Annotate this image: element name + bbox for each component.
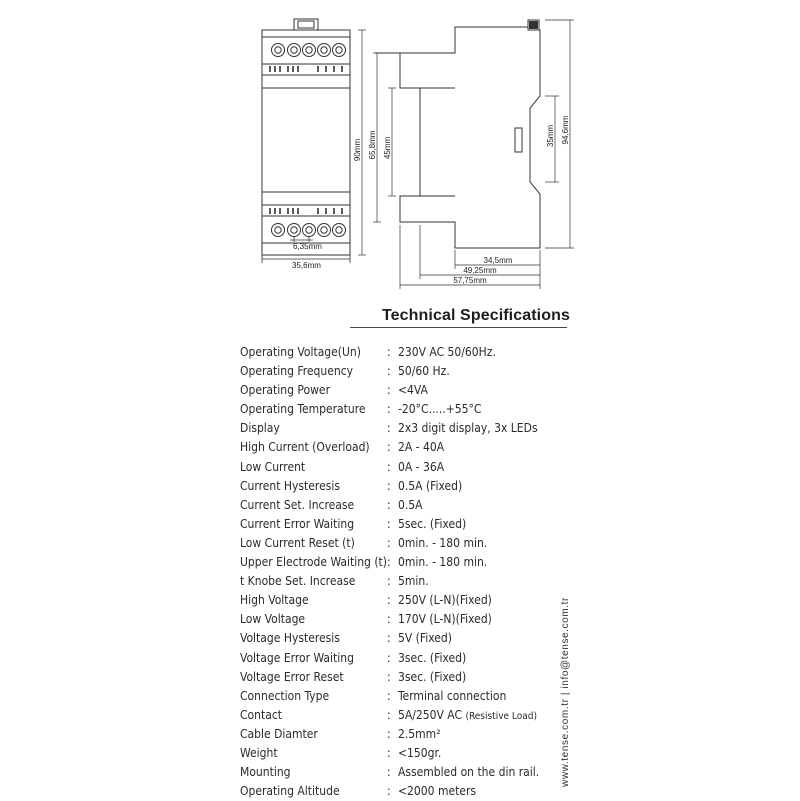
- spec-value-text: 0A - 36A: [398, 459, 445, 474]
- spec-separator: :: [387, 650, 391, 665]
- dim-height-65-8: 65,8mm: [368, 130, 377, 160]
- spec-value-text: 0.5A: [398, 497, 423, 512]
- spec-value: [398, 668, 466, 687]
- spec-label: Current Hysteresis: [240, 478, 341, 493]
- dim-depth-34-5: 34,5mm: [483, 256, 513, 265]
- spec-value-text: 2.5mm²: [398, 726, 441, 741]
- spec-value: [398, 629, 452, 648]
- spec-label: t Knobe Set. Increase: [240, 574, 356, 589]
- spec-value-text: 5V (Fixed): [398, 631, 452, 646]
- spec-label: Operating Temperature: [240, 402, 366, 417]
- spec-label: Contact: [240, 707, 282, 722]
- spec-value-text: -20°C.....+55°C: [398, 402, 482, 417]
- spec-separator: :: [387, 631, 391, 646]
- spec-value: [398, 400, 481, 419]
- spec-separator: :: [387, 612, 391, 627]
- spec-separator: :: [387, 459, 391, 474]
- spec-label: Voltage Hysteresis: [240, 631, 340, 646]
- spec-separator: :: [387, 535, 391, 550]
- spec-separator: :: [387, 555, 391, 570]
- spec-separator: :: [387, 497, 391, 512]
- spec-value-text: <150gr.: [398, 745, 442, 760]
- spec-value: [398, 496, 423, 515]
- spec-separator: :: [387, 726, 391, 741]
- spec-label: Operating Frequency: [240, 364, 354, 379]
- spec-separator: :: [387, 784, 391, 799]
- spec-separator: :: [387, 440, 391, 455]
- contact-line: www.tense.com.tr | info@tense.com.tr: [560, 597, 571, 787]
- dimension-drawing: [0, 0, 800, 300]
- spec-value: [398, 381, 428, 400]
- spec-row: [240, 725, 570, 744]
- spec-label: High Current (Overload): [240, 440, 370, 455]
- spec-label: High Voltage: [240, 593, 309, 608]
- dim-height-94-6: 94,6mm: [561, 115, 570, 145]
- heading-underline: [350, 327, 567, 328]
- spec-separator: :: [387, 688, 391, 703]
- side-view-slot: [515, 128, 522, 152]
- spec-value-text: 170V (L-N)(Fixed): [398, 612, 492, 627]
- spec-label: Current Error Waiting: [240, 516, 355, 531]
- spec-label: Operating Power: [240, 383, 330, 398]
- spec-value: [398, 591, 492, 610]
- spec-row: [240, 534, 570, 553]
- spec-separator: :: [387, 364, 391, 379]
- spec-row: [240, 591, 570, 610]
- spec-separator: :: [387, 574, 391, 589]
- spec-value: [398, 763, 539, 782]
- spec-value-text: <4VA: [398, 383, 428, 398]
- spec-value-text: 0.5A (Fixed): [398, 478, 463, 493]
- spec-row: [240, 572, 570, 591]
- spec-value: [398, 419, 538, 438]
- spec-label: Current Set. Increase: [240, 497, 355, 512]
- spec-separator: :: [387, 478, 391, 493]
- spec-value: [398, 649, 466, 668]
- spec-value: [398, 458, 444, 477]
- spec-separator: :: [387, 516, 391, 531]
- spec-row: [240, 763, 570, 782]
- spec-value: [398, 744, 441, 763]
- dim-pitch: 6,35mm: [293, 242, 322, 251]
- spec-value: [398, 553, 487, 572]
- spec-value-text: 0min. - 180 min.: [398, 535, 488, 550]
- spec-value: [398, 438, 444, 457]
- spec-row: [240, 381, 570, 400]
- spec-value: [398, 515, 466, 534]
- spec-label: Low Voltage: [240, 612, 306, 627]
- spec-value: [398, 687, 506, 706]
- spec-value: [398, 706, 537, 726]
- spec-separator: :: [387, 383, 391, 398]
- spec-row: [240, 629, 570, 648]
- spec-label: Voltage Error Waiting: [240, 650, 354, 665]
- spec-value-text: 2x3 digit display, 3x LEDs: [398, 421, 538, 436]
- spec-value-note: (Resistive Load): [465, 710, 537, 722]
- spec-value: [398, 572, 429, 591]
- spec-value: [398, 782, 476, 801]
- spec-label: Display: [240, 421, 280, 436]
- spec-row: [240, 744, 570, 763]
- spec-table: [240, 343, 570, 801]
- spec-row: [240, 419, 570, 438]
- spec-separator: :: [387, 593, 391, 608]
- spec-value: [398, 362, 450, 381]
- spec-value-text: Terminal connection: [398, 688, 507, 703]
- spec-label: Low Current Reset (t): [240, 535, 355, 550]
- spec-value: [398, 725, 441, 744]
- spec-label: Voltage Error Reset: [240, 669, 344, 684]
- spec-row: [240, 553, 570, 572]
- spec-row: [240, 438, 570, 457]
- spec-row: [240, 610, 570, 629]
- spec-row: [240, 343, 570, 362]
- spec-label: Operating Voltage(Un): [240, 345, 361, 359]
- spec-separator: :: [387, 345, 391, 359]
- dim-depth-49-25: 49,25mm: [463, 266, 497, 275]
- spec-value: [398, 534, 487, 553]
- side-contact-text: [560, 567, 572, 787]
- spec-label: Cable Diamter: [240, 726, 318, 741]
- spec-separator: :: [387, 745, 391, 760]
- spec-value-text: 250V (L-N)(Fixed): [398, 593, 492, 608]
- spec-value-text: 230V AC 50/60Hz.: [398, 345, 496, 359]
- dim-height-45: 45mm: [383, 136, 392, 160]
- spec-value-text: 5min.: [398, 574, 429, 589]
- spec-value-text: 3sec. (Fixed): [398, 669, 467, 684]
- spec-row: [240, 400, 570, 419]
- specs-heading: Technical Specifications: [382, 307, 570, 324]
- spec-row: [240, 496, 570, 515]
- spec-value-text: 3sec. (Fixed): [398, 650, 467, 665]
- spec-row: [240, 687, 570, 706]
- spec-row: [240, 649, 570, 668]
- dim-depth-57-75: 57,75mm: [453, 276, 487, 285]
- spec-row: [240, 458, 570, 477]
- spec-value-text: 0min. - 180 min.: [398, 555, 488, 570]
- spec-label: Mounting: [240, 765, 291, 780]
- spec-value-text: <2000 meters: [398, 784, 477, 799]
- spec-separator: :: [387, 402, 391, 417]
- dim-height-90: 90mm: [353, 138, 362, 162]
- dim-width-front: 35,6mm: [292, 261, 321, 270]
- spec-label: Low Current: [240, 459, 306, 474]
- spec-separator: :: [387, 765, 391, 780]
- spec-value-text: Assembled on the din rail.: [398, 765, 540, 780]
- spec-row: [240, 477, 570, 496]
- spec-value: [398, 343, 496, 362]
- dim-height-35: 35mm: [546, 124, 555, 148]
- spec-label: Weight: [240, 745, 278, 760]
- spec-label: Upper Electrode Waiting (t): [240, 555, 387, 570]
- spec-value-text: 5sec. (Fixed): [398, 516, 467, 531]
- spec-value-text: 50/60 Hz.: [398, 364, 450, 379]
- spec-value-text: 2A - 40A: [398, 440, 445, 455]
- spec-value: [398, 477, 462, 496]
- spec-value-text: 5A/250V AC: [398, 707, 463, 722]
- spec-row: [240, 668, 570, 687]
- spec-separator: :: [387, 669, 391, 684]
- spec-row: [240, 515, 570, 534]
- spec-separator: :: [387, 707, 391, 722]
- spec-label: Connection Type: [240, 688, 330, 703]
- spec-row: [240, 782, 570, 801]
- spec-row: [240, 706, 570, 725]
- spec-label: Operating Altitude: [240, 784, 340, 799]
- spec-value: [398, 610, 492, 629]
- spec-separator: :: [387, 421, 391, 436]
- spec-row: [240, 362, 570, 381]
